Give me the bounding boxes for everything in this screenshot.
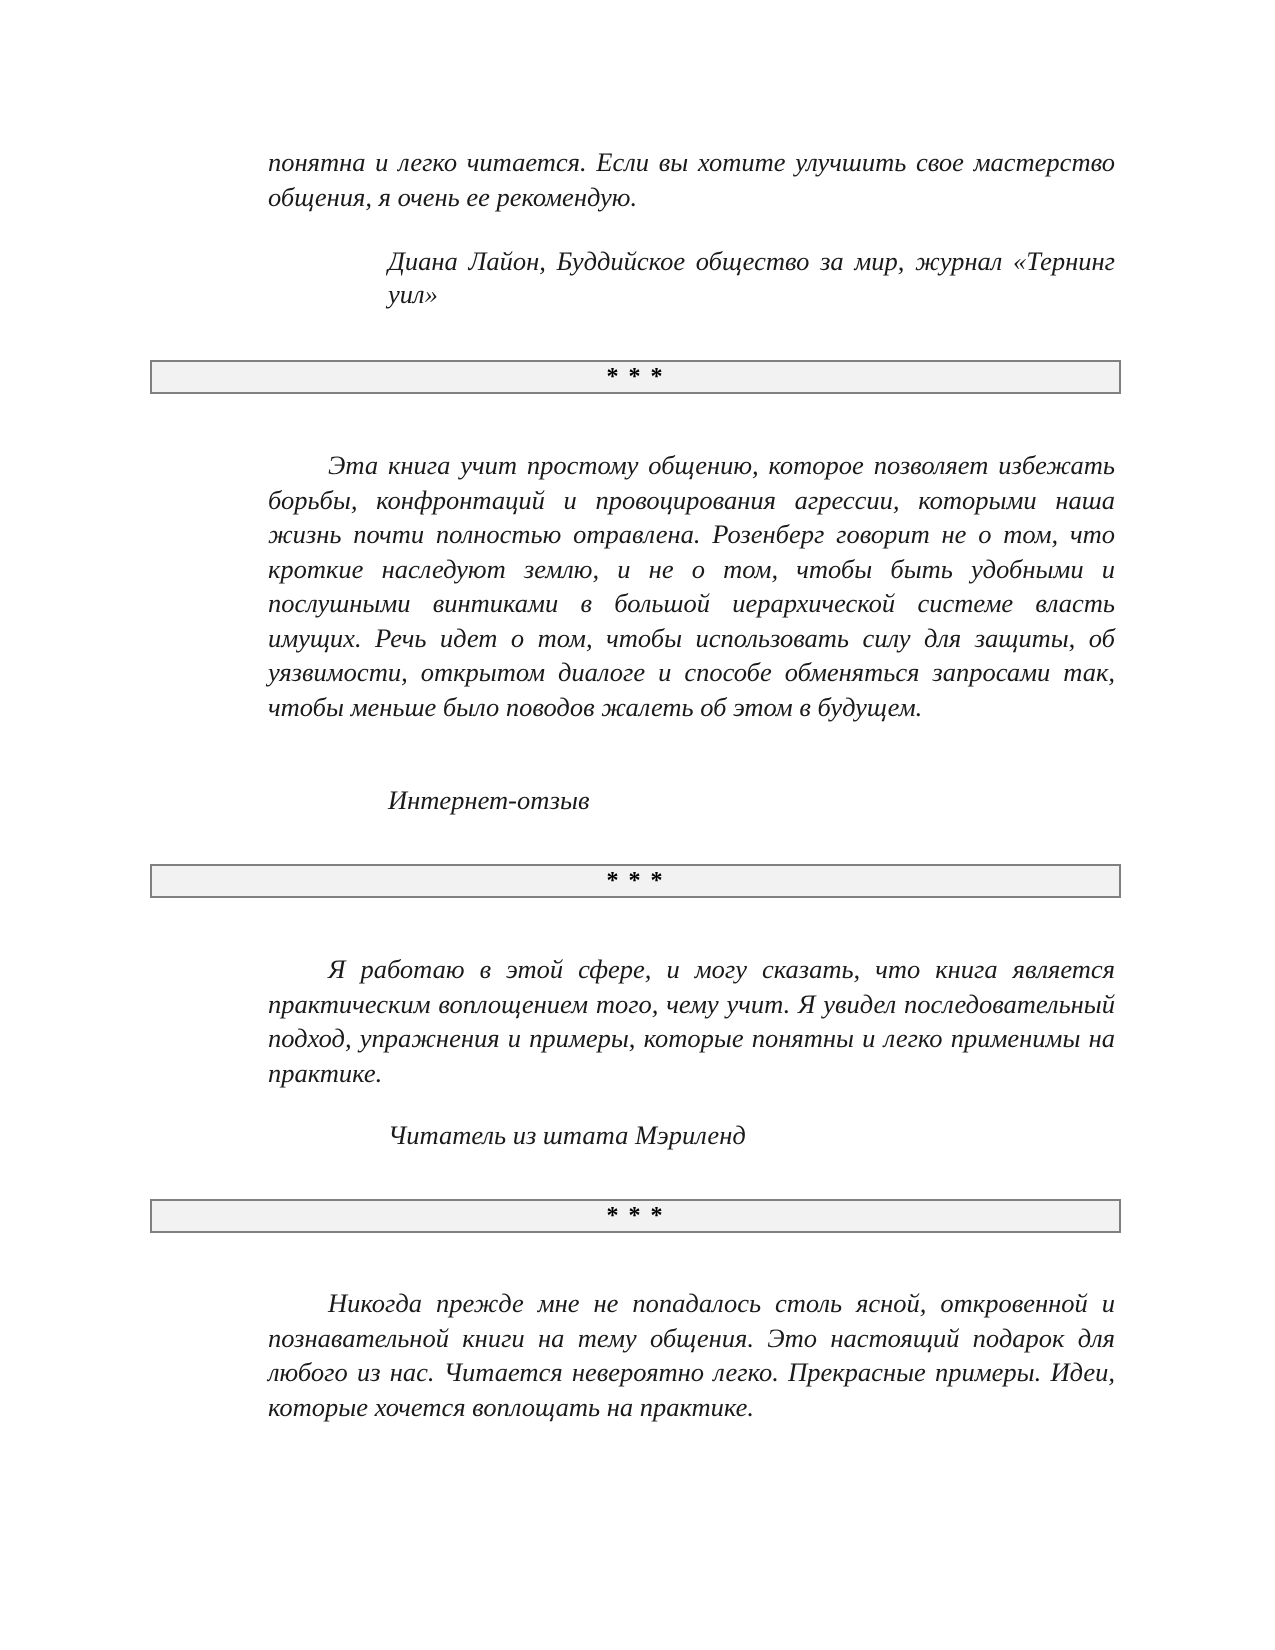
review-1-attribution: Диана Лайон, Буддийское общество за мир, журнал «Тернинг уил» (388, 246, 1115, 309)
section-separator-3: * * * (150, 1199, 1121, 1233)
review-2-text: Эта книга учит простому общению, которое позволяет избежать борьбы, конфронтаций и провоцирования агрессии, которыми наша жизнь почти полностью отравлена. Розенберг говорит не о том, что кроткие наследуют землю, и не о том, чтобы быть удобными и послушными винтиками в большой иерархической системе власть имущих. Речь идет о том, чтобы использовать силу для защиты, об уязвимости, открытом диалоге и способе обменяться запросами так, чтобы меньше было поводов жалеть об этом в будущем. (268, 450, 1115, 722)
review-2-attribution: Интернет-отзыв (388, 785, 590, 815)
review-4-text: Никогда прежде мне не попадалось столь ясной, откровенной и познавательной книги на тему общения. Это настоящий подарок для любого из нас. Читается невероятно легко. Прекрасные примеры. Идеи, которые хочется воплощать на практике. (268, 1288, 1115, 1422)
review-3-text: Я работаю в этой сфере, и могу сказать, что книга является практическим воплощением того, чему учит. Я увидел последовательный подход, упражнения и примеры, которые понятны и легко применимы на практике. (268, 954, 1115, 1088)
review-1-continuation: понятна и легко читается. Если вы хотите улучшить свое мастерство общения, я очень ее рекомендую. (268, 147, 1115, 212)
section-separator-2: * * * (150, 864, 1121, 898)
section-separator-1: * * * (150, 360, 1121, 394)
review-3-attribution: Читатель из штата Мэриленд (388, 1120, 746, 1150)
